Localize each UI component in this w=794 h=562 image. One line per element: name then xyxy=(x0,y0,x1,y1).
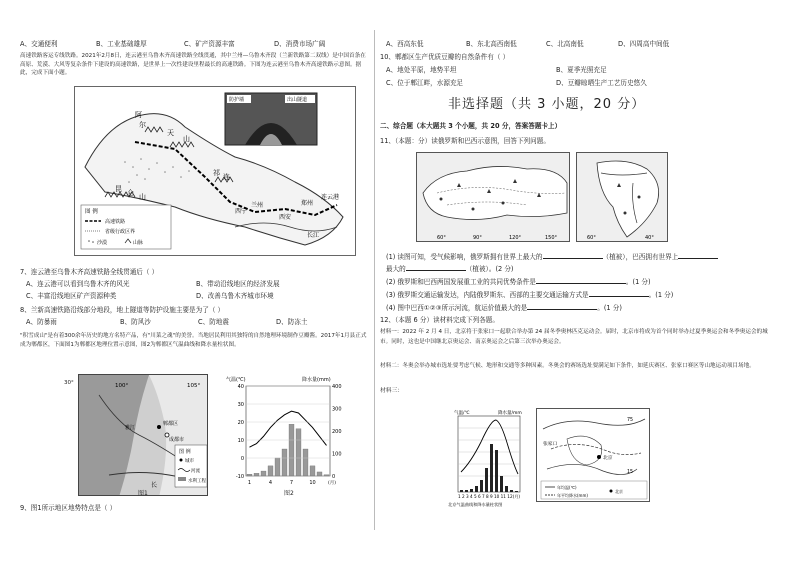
temperature-line xyxy=(250,411,327,447)
column-divider xyxy=(374,30,375,530)
legend-item: 城市 xyxy=(185,459,194,464)
legend-item: 省级行政区界 xyxy=(105,229,136,235)
precip-bar xyxy=(275,458,280,476)
lat-label: 30° xyxy=(64,380,74,386)
figure-1-svg xyxy=(79,375,208,496)
q11-part1-line1: (1) 读图可知，受气候影响，俄罗斯拥有世界上最大的 （植被），巴西拥有世界上 xyxy=(386,252,718,262)
q10-option-d: D、豆瓣晾晒生产工艺历史悠久 xyxy=(556,79,647,87)
temp-tick-label: 0 xyxy=(240,456,244,462)
right-axis-label: 降水量/mm xyxy=(498,411,522,416)
place-label: 昆 xyxy=(115,185,122,193)
russia-map-svg xyxy=(417,153,570,242)
precip-tick-label: 0 xyxy=(332,474,336,480)
beijing-climate-chart xyxy=(446,406,532,508)
left-axis-label: 气温/℃ xyxy=(454,411,470,416)
question-11: 11、（本题：分）读俄罗斯和巴西示意图，回答下列问题。 xyxy=(380,137,550,145)
place-label: 阿 xyxy=(135,111,142,119)
q11-part1-line2: 最大的 （植被）。(2 分) xyxy=(386,265,514,273)
beijing-region-svg xyxy=(537,409,651,503)
question-8: 8、兰新高速铁路沿线部分地段，地上隧道等防护设施主要是为了（ ） xyxy=(20,306,225,314)
place-label: 长 xyxy=(151,482,158,489)
railway-map-svg xyxy=(75,87,355,255)
option-b: B、东北高西南低 xyxy=(466,40,517,48)
place-label: 连 xyxy=(223,173,230,181)
option-d: D、消费市场广阔 xyxy=(274,40,326,48)
place-label: 西安 xyxy=(279,214,292,221)
q11-part2: (2) 俄罗斯和巴西两国发展重工业的共同优势条件是 。(1 分) xyxy=(386,278,651,286)
figure-2-svg xyxy=(224,372,354,500)
place-label: 仑 xyxy=(127,189,134,197)
temp-tick-label: -10 xyxy=(235,474,244,480)
precip-bar xyxy=(296,429,301,476)
place-label: 郑州 xyxy=(301,200,314,207)
isoline-label: 15 xyxy=(627,470,634,475)
photo-label-2: 出山隧道 xyxy=(287,97,308,103)
precip-bar xyxy=(303,449,308,476)
temp-tick-label: 10 xyxy=(237,438,244,444)
q7-option-a: A、连云港可以看到乌鲁木齐的风光 xyxy=(26,280,130,288)
x-axis-label: 1 2 3 4 5 6 7 8 9 10 11 12(月) xyxy=(458,494,521,499)
place-label: 祁 xyxy=(213,169,220,177)
brazil-map xyxy=(576,152,668,242)
precip-bar xyxy=(261,471,266,476)
chart-caption: 北京气温曲线和降水量柱状图 xyxy=(448,502,503,507)
precip-bar xyxy=(289,424,294,476)
option-b: B、工业基础雄厚 xyxy=(96,40,147,48)
brazil-map-svg xyxy=(577,153,668,242)
russia-map xyxy=(416,152,570,242)
legend-item: 北京 xyxy=(615,489,623,494)
option-a: A、西高东低 xyxy=(386,40,424,48)
option-d: D、四周高中间低 xyxy=(618,40,670,48)
precip-bar xyxy=(254,473,259,476)
lon-label: 150° xyxy=(545,235,558,241)
q7-option-b: B、带动沿线地区的经济发展 xyxy=(196,280,280,288)
q10-option-a: A、地处平原，地势平坦 xyxy=(386,66,457,74)
lon-label: 90° xyxy=(473,235,482,241)
climate-chart-figure2 xyxy=(224,372,354,500)
precip-tick-label: 300 xyxy=(332,406,342,413)
material-3: 材料三： xyxy=(380,388,404,394)
temp-tick-label: 30 xyxy=(237,402,244,408)
x-tick-label: 4 xyxy=(268,480,273,486)
q11-part3: (3) 俄罗斯交通运输发达，内陆俄罗斯东、西部的主要交通运输方式是 。(1 分) xyxy=(386,291,674,299)
railway-map xyxy=(74,86,356,256)
material-1: 材料一：2022 年 2 月 4 日，北京将于张家口一起联合举办第 24 届冬季奥林匹克运动会。届时，北京市将成为首个同时举办过夏季奥运会和冬季奥运会的城市。同时，这也是中国继北京奥运会、南京奥运会之后第三次举办奥运会。 xyxy=(380,329,768,345)
place-label: 张家口 xyxy=(543,442,558,447)
beijing-climate-svg xyxy=(446,406,532,508)
legend-title: 图 例 xyxy=(85,209,98,215)
precip-bar xyxy=(317,472,322,476)
place-label: 山 xyxy=(139,193,146,201)
isoline-label: 75 xyxy=(627,418,634,423)
lon-label: 100° xyxy=(115,383,129,389)
legend-item: 高速铁路 xyxy=(105,219,126,225)
lon-label: 120° xyxy=(509,235,522,241)
temp-axis-label: 气温(℃) xyxy=(226,377,246,383)
place-label: 长江 xyxy=(307,232,320,239)
passage-railway: 高速铁路客运专线铁路。2021年2月8日，连云港至乌鲁木齐高速铁路全线贯通，其中兰州—乌鲁木齐段（兰新铁路第二双线）是中国首条在高原、荒漠、大风等复杂条件下建设的高速铁路，是世界上一次性建设里程最长的高速铁路。下图为连云港至乌鲁木齐高速铁路示意图。据此，完成下面小题。 xyxy=(20,53,366,77)
precip-tick-label: 400 xyxy=(332,384,342,390)
figure-2-caption: 图2 xyxy=(284,490,294,497)
beijing-region-map xyxy=(536,408,650,502)
q7-option-c: C、丰富沿线地区矿产资源种类 xyxy=(26,292,117,300)
place-label: 尔 xyxy=(139,121,146,129)
legend-item: 年平均降水(mm) xyxy=(557,493,588,498)
q10-option-c: C、位于郫江畔，水源充足 xyxy=(386,79,464,87)
photo-label-1: 防护墙 xyxy=(229,97,245,103)
place-label: 郫都区 xyxy=(163,421,179,427)
place-label: 山 xyxy=(183,135,190,143)
lon-label: 40° xyxy=(645,235,654,241)
x-tick-label: 7 xyxy=(289,480,294,486)
q8-option-b: B、防风沙 xyxy=(120,318,151,326)
legend-item: 河流 xyxy=(191,469,200,474)
question-9: 9、图1所示地区地势特点是（ ） xyxy=(20,504,117,512)
precip-bar xyxy=(268,466,273,476)
lon-label: 60° xyxy=(587,235,596,241)
option-c: C、矿产资源丰富 xyxy=(184,40,235,48)
section-comprehensive: 二、综合题（本大题共 3 个小题，共 20 分，答案答题卡上） xyxy=(380,122,562,130)
place-label: 天 xyxy=(167,129,174,137)
legend-item: 沙漠 xyxy=(97,240,108,246)
q11-part4: (4) 图中巴西①②③所示河流，航运价值最大的是 。(1 分) xyxy=(386,304,622,312)
place-label: 成都市 xyxy=(169,437,185,443)
x-tick-label: 1 xyxy=(247,480,252,486)
question-12: 12、（本题 6 分）读材料完成下列各题。 xyxy=(380,316,499,324)
temp-tick-label: 40 xyxy=(237,384,244,390)
question-7: 7、连云港至乌鲁木齐高速铁路全线贯通后（ ） xyxy=(20,268,159,276)
question-10: 10、郫都区生产优质豆瓣的自然条件有（ ） xyxy=(380,53,510,61)
x-axis-unit: (月) xyxy=(328,481,337,486)
precip-bar xyxy=(282,449,287,476)
q8-option-c: C、防地震 xyxy=(198,318,229,326)
figure-1-map xyxy=(78,374,208,496)
passage-pixian: "积雪成山"是有着300余年历史的地方名特产品，有"川菜之魂"的美誉。当地居民利用其独特的自然地理环境制作豆瓣酱。2017年1月县正式成为郫都区，下面图1为郫都区地理位置示意图，图2为郫都区气温曲线和降水量柱状图。 xyxy=(20,333,367,348)
q10-option-b: B、夏季光照充足 xyxy=(556,66,607,74)
q7-option-d: D、改善乌鲁木齐城市环境 xyxy=(196,292,274,300)
place-label: 连云港 xyxy=(321,194,340,201)
figure-1-caption: 图1 xyxy=(138,490,148,497)
option-c: C、北高南低 xyxy=(546,40,584,48)
section-title: 非选择题（共 3 小题，20 分） xyxy=(448,97,646,112)
legend-item: 年均温(℃) xyxy=(557,485,577,490)
legend-item: 山脉 xyxy=(133,240,144,246)
legend-title: 图 例 xyxy=(179,449,191,455)
lon-label: 105° xyxy=(187,383,201,389)
lon-label: 60° xyxy=(437,235,446,241)
place-label: 北京 xyxy=(603,456,613,461)
place-label: 雅江 xyxy=(125,425,136,431)
precip-tick-label: 100 xyxy=(332,451,342,458)
legend-item: 水利工程 xyxy=(188,479,206,484)
option-a: A、交通便利 xyxy=(20,40,58,48)
temp-tick-label: 20 xyxy=(237,420,244,426)
x-tick-label: 10 xyxy=(309,480,316,486)
material-2: 材料二：冬奥会举办城市选址要考虑气候、地形和交通等多种因素。冬奥会的赛场选址要满足如下条件，如延庆赛区、张家口赛区等山地运动项目场地。 xyxy=(380,363,755,369)
precip-tick-label: 200 xyxy=(332,429,342,435)
q8-option-d: D、防冻土 xyxy=(276,318,308,326)
precip-bar xyxy=(310,466,315,476)
place-label: 兰州 xyxy=(251,202,264,209)
place-label: 西宁 xyxy=(235,208,248,215)
q8-option-a: A、防暴雨 xyxy=(26,318,57,326)
precip-axis-label: 降水量(mm) xyxy=(302,377,331,383)
